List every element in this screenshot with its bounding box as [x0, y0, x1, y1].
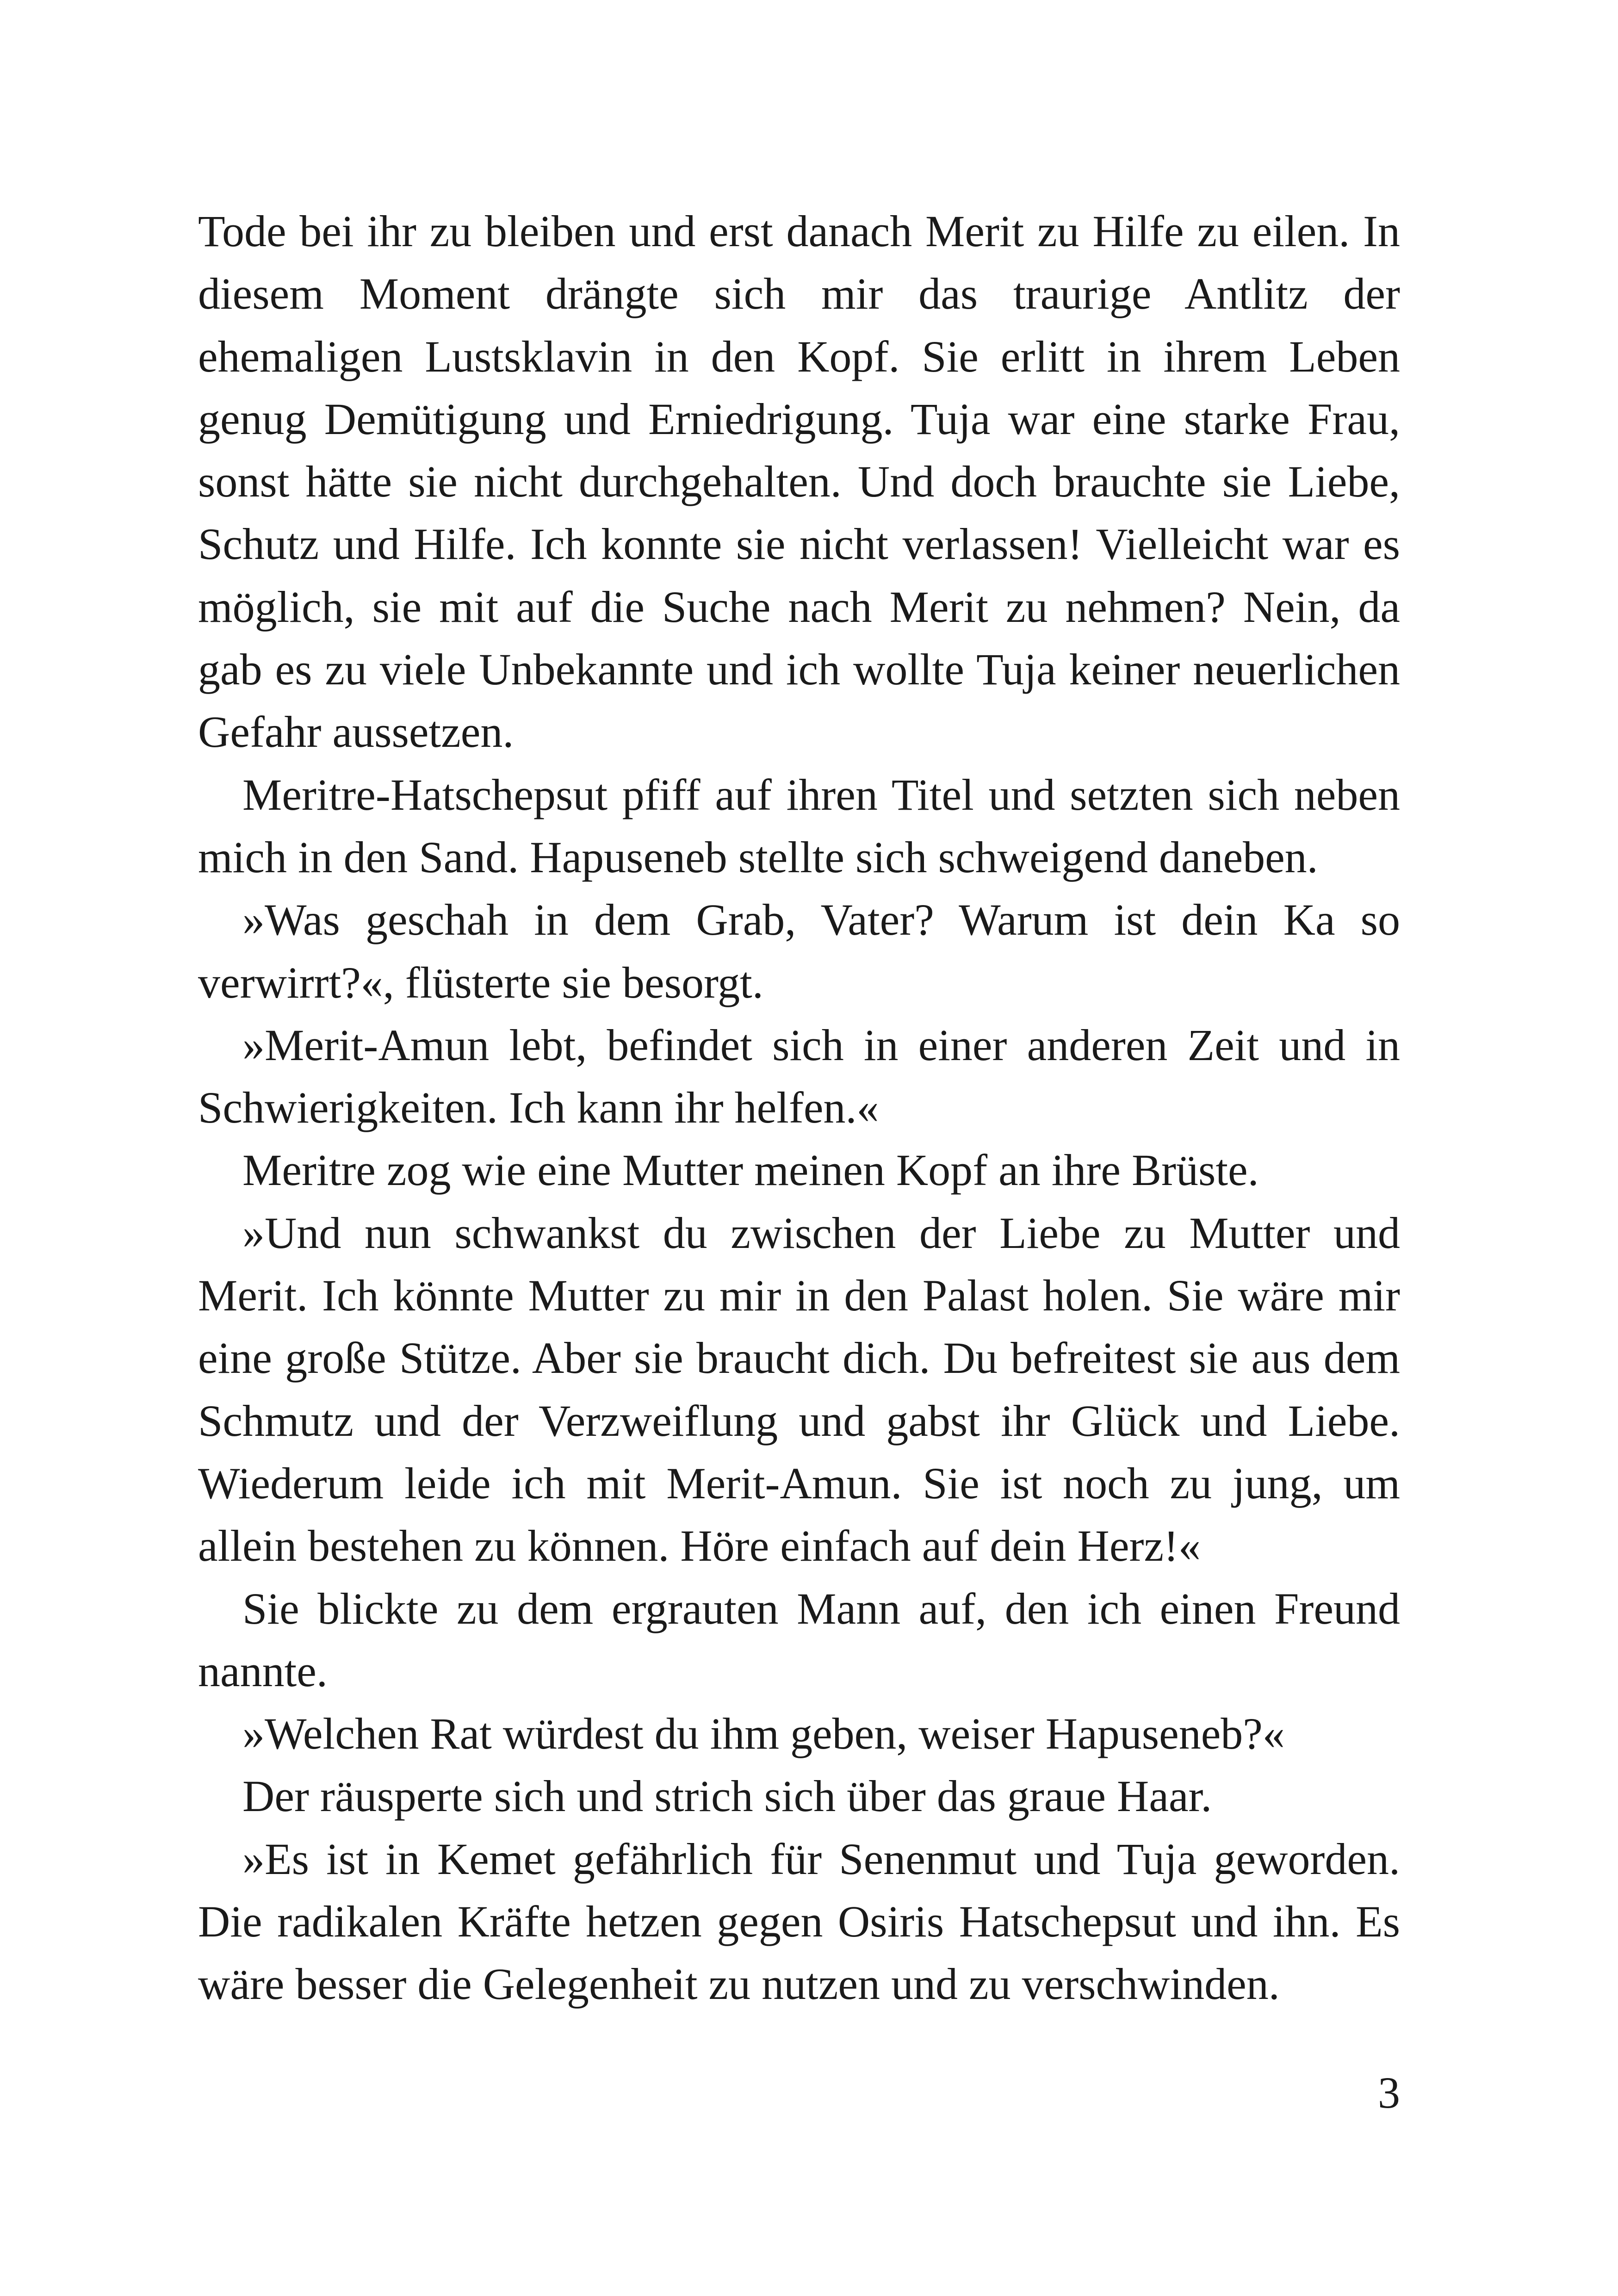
paragraph-5: Meritre zog wie eine Mutter meinen Kopf an ihre Brüste.: [242, 1145, 1259, 1195]
body-text: [198, 200, 1400, 2016]
paragraph-8: »Welchen Rat würdest du ihm geben, weiser Hapuseneb?«: [242, 1709, 1285, 1759]
paragraph-6: »Und nun schwankst du zwischen der Liebe zu Mutter und Merit. Ich könnte Mutter zu mir in den Palast holen. Sie wäre mir eine große Stütze. Aber sie braucht dich. Du befreitest sie aus dem Schmutz und der Verzweiflung und gabst ihr Glück und Liebe. Wiederum leide ich mit Merit-Amun. Sie ist noch zu jung, um allein bestehen zu können. Höre einfach auf dein Herz!«: [198, 1208, 1400, 1571]
paragraph-7: Sie blickte zu dem ergrauten Mann auf, den ich einen Freund nannte.: [198, 1583, 1400, 1696]
paragraph-10: »Es ist in Kemet gefährlich für Senenmut und Tuja geworden. Die radikalen Kräfte hetzen gegen Osiris Hatschepsut und ihn. Es wäre besser die Gelegenheit zu nutzen und zu verschwinden.: [198, 1834, 1400, 2009]
paragraph-2: Meritre-Hatschepsut pfiff auf ihren Titel und setzten sich neben mich in den Sand. Hapuseneb stellte sich schweigend daneben.: [198, 769, 1400, 882]
paragraph-1: Tode bei ihr zu bleiben und erst danach Merit zu Hilfe zu eilen. In diesem Moment drängte sich mir das traurige Antlitz der ehemaligen Lustsklavin in den Kopf. Sie erlitt in ihrem Leben genug Demütigung und Erniedrigung. Tuja war eine starke Frau, sonst hätte sie nicht durchgehalten. Und doch brauchte sie Liebe, Schutz und Hilfe. Ich konnte sie nicht verlassen! Vielleicht war es möglich, sie mit auf die Suche nach Merit zu nehmen? Nein, da gab es zu viele Unbekannte und ich wollte Tuja keiner neuerlichen Gefahr aussetzen.: [198, 206, 1400, 757]
page-number: 3: [1378, 2068, 1400, 2117]
paragraph-3: »Was geschah in dem Grab, Vater? Warum ist dein Ka so verwirrt?«, flüsterte sie besorgt.: [198, 895, 1400, 1007]
paragraph-9: Der räusperte sich und strich sich über das graue Haar.: [242, 1771, 1212, 1821]
paragraph-4: »Merit-Amun lebt, befindet sich in einer anderen Zeit und in Schwierigkeiten. Ich kann ihr helfen.«: [198, 1020, 1400, 1133]
